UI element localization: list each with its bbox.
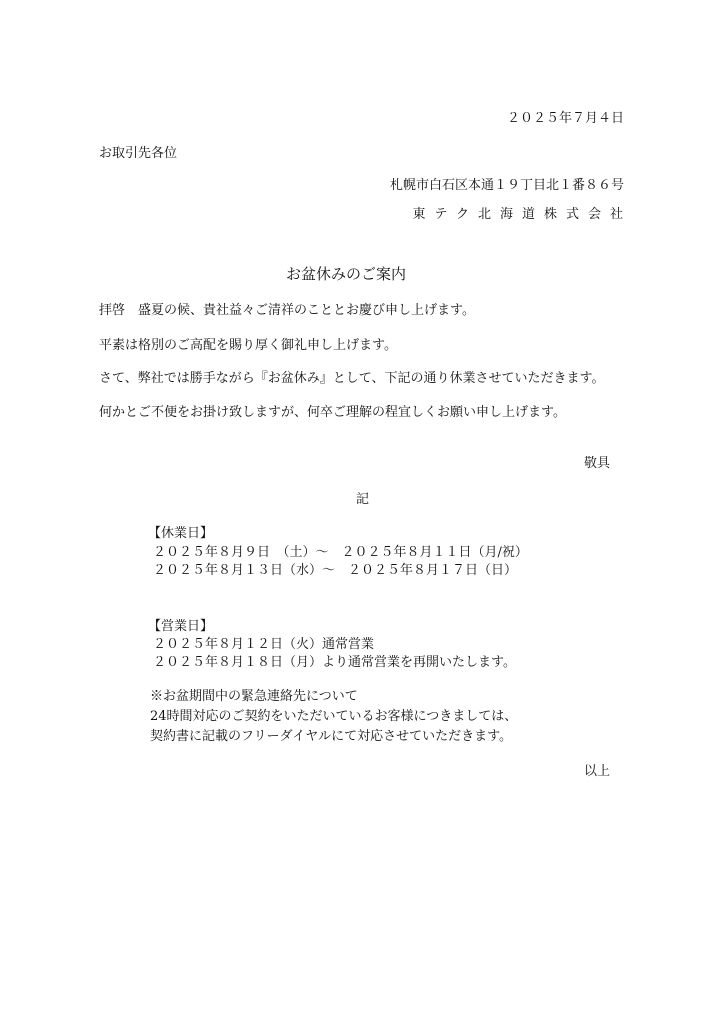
body-line: 平素は格別のご高配を賜り厚く御礼申し上げます。 <box>99 338 397 353</box>
holiday-period: ２０２５年８月９日 （土）～ ２０２５年８月１１日（月/祝） <box>153 545 528 560</box>
business-days-heading: 【営業日】 <box>148 619 214 634</box>
business-day: ２０２５年８月１８日（月）より通常営業を再開いたします。 <box>153 655 516 670</box>
document-title: お盆休みのご案内 <box>286 265 407 283</box>
closing-ijou: 以上 <box>583 764 610 779</box>
letter-date: ２０２５年７月４日 <box>506 111 624 126</box>
holidays-heading: 【休業日】 <box>148 526 214 541</box>
sender-company: 東テク北海道株式会社 <box>412 207 632 222</box>
body-line: 何かとご不便をお掛け致しますが、何卒ご理解の程宜しくお願い申し上げます。 <box>99 405 566 420</box>
emergency-line: 24時間対応のご契約をいただいているお客様につきましては、 <box>150 709 518 724</box>
emergency-line: 契約書に記載のフリーダイヤルにて対応させていただきます。 <box>150 729 513 744</box>
recipient: お取引先各位 <box>99 146 178 161</box>
body-line: さて、弊社では勝手ながら『お盆休み』として、下記の通り休業させていただきます。 <box>99 371 605 386</box>
holiday-period: ２０２５年８月１３日（水）～ ２０２５年８月１７日（日） <box>153 563 518 578</box>
greeting-line: 拝啓 盛夏の候、貴社益々ご清祥のこととお慶び申し上げます。 <box>99 303 475 318</box>
sender-address: 札幌市白石区本通１９丁目北１番８６号 <box>389 178 624 193</box>
business-day: ２０２５年８月１２日（火）通常営業 <box>153 637 375 652</box>
ki-heading: 記 <box>356 492 370 507</box>
closing-keigu: 敬具 <box>583 456 610 471</box>
emergency-heading: ※お盆期間中の緊急連絡先について <box>150 689 358 704</box>
